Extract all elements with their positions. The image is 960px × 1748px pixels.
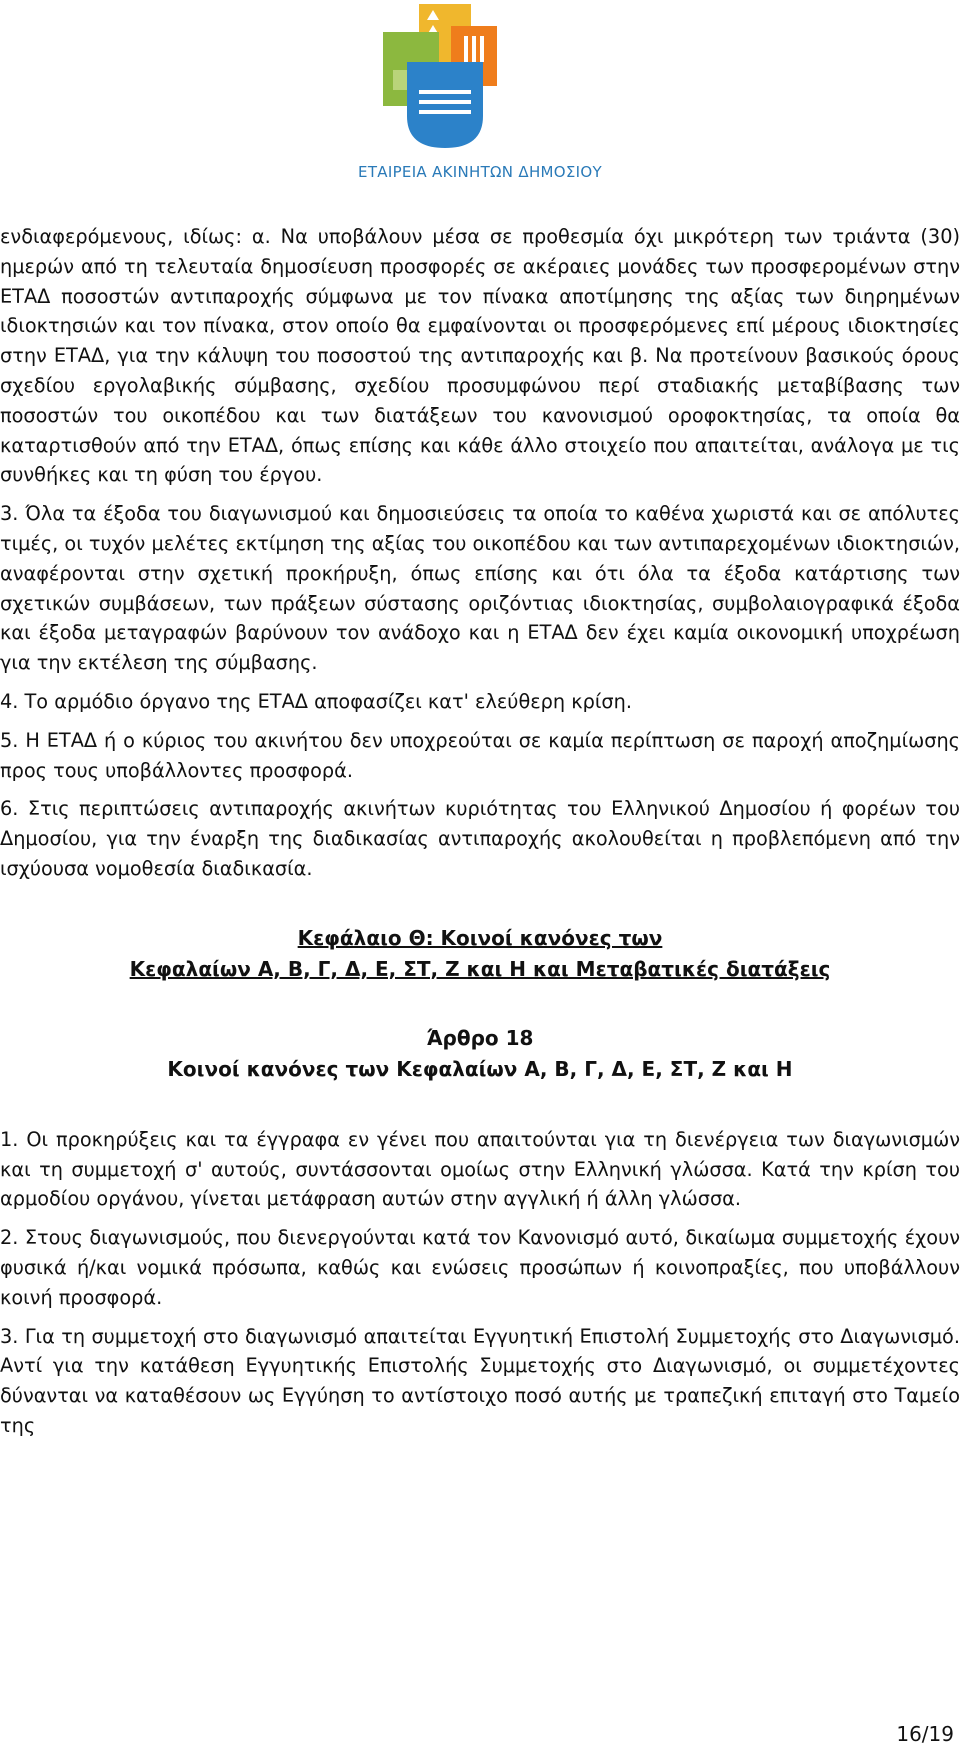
logo-mark — [347, 0, 617, 160]
article-paragraph: 1. Οι προκηρύξεις και τα έγγραφα εν γένει που απαιτούνται για τη διενέργεια των διαγωνισμών και τη συμμετοχή σ' αυτούς, συντάσσονται ομοίως στην Ελληνική γλώσσα. Κατά την κρίση του αρμοδίου οργάνου, γίνεται μετάφραση αυτών στην αγγλική ή άλλη γλώσσα. — [0, 1127, 960, 1211]
paragraph: 3. Όλα τα έξοδα του διαγωνισμού και δημοσιεύσεις τα οποία το καθένα χωριστά και σε απόλυτες τιμές, οι τυχόν μελέτες εκτίμηση της αξίας του οικοπέδου και των αντιπαρεχομένων ιδιοκτησιών, αναφέρονται στην σχετική προκήρυξη, όπως επίσης και ότι όλα τα έξοδα κατάρτισης των σχετικών συμβάσεων, των πράξεων σύστασης οριζόντιας ιδιοκτησίας, συμβολαιογραφικά έξοδα και έξοδα μεταγραφών βαρύνουν τον ανάδοχο και η ΕΤΑΔ δεν έχει καμία οικονομική υποχρέωση για την εκτέλεση της σύμβασης. — [0, 502, 960, 675]
chapter-heading-line1: Κεφάλαιο Θ: Κοινοί κανόνες των — [297, 925, 663, 950]
article-paragraph: 3. Για τη συμμετοχή στο διαγωνισμό απαιτείται Εγγυητική Επιστολή Συμμετοχής στο Διαγωνισμό. Αντί για την κατάθεση Εγγυητικής Επιστολής Συμμετοχής στο Διαγωνισμό, οι συμμετέχοντες δύνανται να καταθέσουν ως Εγγύηση το αντίστοιχο ποσό αυτής με τραπεζική επιταγή στο Ταμείο της — [0, 1324, 960, 1437]
page-number: 16/19 — [896, 1722, 954, 1746]
paragraph: 5. Η ΕΤΑΔ ή ο κύριος του ακινήτου δεν υποχρεούται σε καμία περίπτωση σε παροχή αποζημίωσης προς τους υποβάλλοντες προσφορά. — [0, 728, 960, 782]
paragraph: 4. Το αρμόδιο όργανο της ΕΤΑΔ αποφασίζει κατ' ελεύθερη κρίση. — [0, 689, 632, 713]
article-paragraph: 2. Στους διαγωνισμούς, που διενεργούνται κατά τον Κανονισμό αυτό, δικαίωμα συμμετοχής έχουν φυσικά ή/και νομικά πρόσωπα, καθώς και ενώσεις προσώπων ή κοινοπραξίες, που υποβάλλουν κοινή προσφορά. — [0, 1226, 960, 1309]
paragraph: ενδιαφερόμενους, ιδίως: α. Να υποβάλουν μέσα σε προθεσμία όχι μικρότερη των τριάντα (30) ημερών από τη τελευταία δημοσίευση προσφορές σε ακέραιες μονάδες των προσφερομένων στην ΕΤΑΔ ποσοστών αντιπαροχής σύμφωνα με τον πίνακα αποτίμησης της αξίας των διηρημένων ιδιοκτησιών και τον πίνακα, στον οποίο θα εμφαίνονται οι προσφερόμενες επί μέρους ιδιοκτησίες στην ΕΤΑΔ, για την κάλυψη του ποσοστού της αντιπαροχής και β. Να προτείνουν βασικούς όρους σχεδίου εργολαβικής σύμβασης, σχεδίου προσυμφώνου περί σταδιακής μεταβίβασης των ποσοστών του οικοπέδου και των διατάξεων του κανονισμού οροφοκτησίας, τα οποία θα καταρτισθούν από την ΕΤΑΔ, όπως επίσης και κάθε άλλο στοιχείο που απαιτείται, ανάλογα με τις συνθήκες και τη φύση του έργου. — [0, 225, 960, 487]
paragraph: 6. Στις περιπτώσεις αντιπαροχής ακινήτων κυριότητας του Ελληνικού Δημοσίου ή φορέων του Δημοσίου, για την έναρξη της διαδικασίας αντιπαροχής ακολουθείται η προβλεπόμενη από την ισχύουσα νομοθεσία διαδικασία. — [0, 797, 960, 880]
article-number: Άρθρο 18 — [426, 1025, 534, 1050]
chapter-heading-line2: Κεφαλαίων Α, Β, Γ, Δ, Ε, ΣΤ, Ζ και Η και Μεταβατικές διατάξεις — [129, 956, 831, 981]
company-logo — [347, 0, 617, 190]
logo-caption: ΕΤΑΙΡΕΙΑ ΑΚΙΝΗΤΩΝ ΔΗΜΟΣΙΟΥ — [358, 163, 602, 181]
document-body — [0, 222, 960, 1450]
article-title: Κοινοί κανόνες των Κεφαλαίων Α, Β, Γ, Δ, Ε, ΣΤ, Ζ και Η — [167, 1056, 793, 1081]
